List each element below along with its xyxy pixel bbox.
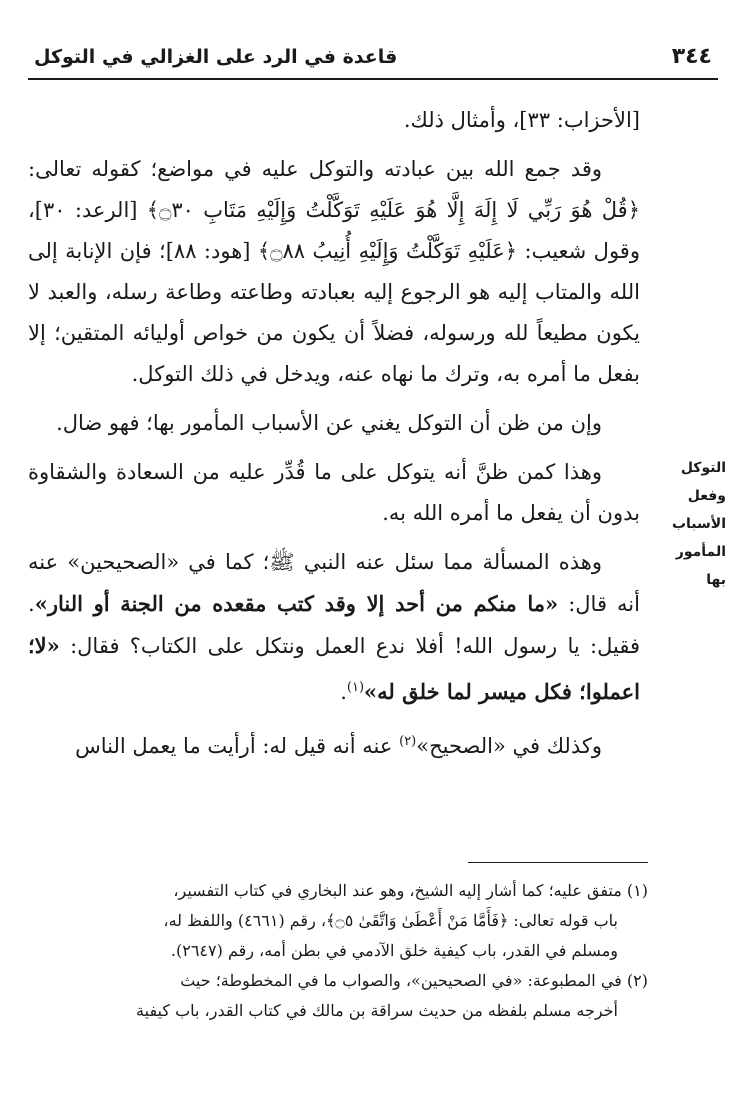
footnote-2: (٢) في المطبوعة: «في الصحيحين»، والصواب ما في المخطوطة؛ حيث [180, 971, 648, 990]
margin-line: بها [706, 572, 726, 588]
paragraph-6: وكذلك في «الصحيح»$^{(٢)}$ عنه أنه قيل له: أرأيت ما يعمل الناس [75, 734, 602, 758]
margin-line: المأمور [675, 544, 726, 560]
paragraph-1: [الأحزاب: ٣٣]، وأمثال ذلك. [403, 108, 640, 132]
footnote-ref-2[interactable]: (٢) [399, 734, 417, 749]
footnote-separator [468, 862, 648, 863]
footnote-1-line: ومسلم في القدر، باب كيفية خلق الآدمي في بطن أمه، رقم (٢٦٤٧). [170, 941, 618, 960]
footnote-1-line: باب قوله تعالى: ﴿فَأَمَّا مَنْ أَعْطَىٰ وَاتَّقَىٰ ۝٥﴾، رقم (٤٦٦١) واللفظ له، [163, 911, 618, 930]
page-header [28, 42, 718, 80]
margin-line: الأسباب [671, 516, 726, 532]
quran-verse-raad: ﴿قُلْ هُوَ رَبِّي لَا إِلَهَ إِلَّا هُوَ عَلَيْهِ تَوَكَّلْتُ وَإِلَيْهِ مَتَابِ ۝٣٠﴾ [146, 198, 640, 222]
paragraph-4: وهذا كمن ظنَّ أنه يتوكل على ما قُدِّر عليه من السعادة والشقاوة بدون أن يفعل ما أمره الله به. [28, 460, 640, 525]
footnotes [28, 876, 648, 1026]
quran-verse-hud: ﴿عَلَيْهِ تَوَكَّلْتُ وَإِلَيْهِ أُنِيبُ ۝٨٨﴾ [257, 239, 518, 263]
hadith-quote-2: «لا؛ اعملوا؛ فكل ميسر لما خلق له» [28, 633, 640, 704]
main-text [28, 100, 640, 767]
page-number: ٣٤٤ [671, 44, 712, 69]
footnote-2-line: أخرجه مسلم بلفظه من حديث سراقة بن مالك في كتاب القدر، باب كيفية [136, 1001, 618, 1020]
paragraph-5: وهذه المسألة مما سئل عنه النبي ﷺ؛ كما في «الصحيحين» عنه أنه قال: «ما منكم من أحد إلا وقد كتب مقعده من الجنة أو النار». فقيل: يا رسول الله! أفلا ندع العمل ونتكل على الكتاب؟ فقال: «لا؛ اعملوا؛ فكل ميسر لما خلق له»$^{(١)}$. [28, 550, 640, 704]
margin-line: وفعل [687, 488, 726, 504]
margin-line: التوكل [680, 460, 726, 476]
paragraph-2: وقد جمع الله بين عبادته والتوكل عليه في مواضع؛ كقوله تعالى: ﴿قُلْ هُوَ رَبِّي لَا إِلَهَ إِلَّا هُوَ عَلَيْهِ تَوَكَّلْتُ وَإِلَيْهِ مَتَابِ ۝٣٠﴾ [الرعد: ٣٠]، وقول شعيب: ﴿عَلَيْهِ تَوَكَّلْتُ وَإِلَيْهِ أُنِيبُ ۝٨٨﴾ [هود: ٨٨]؛ فإن الإنابة إلى الله والمتاب إليه هو الرجوع إليه بعبادته وطاعته وطاعة رسله، والعبد لا يكون مطيعاً لله ورسوله، فضلاً أن يكون من خواص أوليائه المتقين؛ إلا بفعل ما أمره به، وترك ما نهاه عنه، ويدخل في ذلك التوكل. [28, 157, 640, 386]
margin-heading [644, 454, 726, 594]
footnote-ref-1[interactable]: (١) [346, 680, 365, 695]
hadith-quote-1: «ما منكم من أحد إلا وقد كتب مقعده من الجنة أو النار» [34, 591, 559, 616]
footnote-1: (١) متفق عليه؛ كما أشار إليه الشيخ، وهو عند البخاري في كتاب التفسير، [173, 881, 648, 900]
paragraph-3: وإن من ظن أن التوكل يغني عن الأسباب المأمور بها؛ فهو ضال. [56, 411, 602, 435]
running-title: قاعدة في الرد على الغزالي في التوكل [34, 46, 398, 68]
